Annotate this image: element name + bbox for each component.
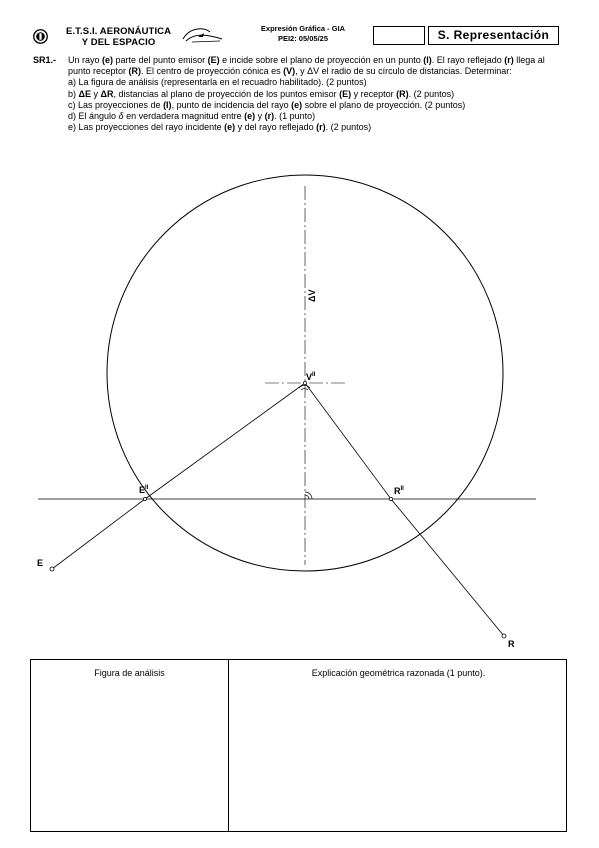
line-R2-to-R: [391, 499, 504, 636]
qb-text-1: b): [68, 88, 79, 99]
section-title: S. Representación: [428, 26, 559, 45]
intro-text-7: , y ΔV el radio de su círculo de distancias. Determinar:: [295, 66, 512, 77]
label-R2: [394, 486, 404, 496]
label-E2: [139, 485, 149, 495]
ray-r-ref: (r): [504, 55, 514, 65]
school-name-line-2: Y DEL ESPACIO: [81, 37, 156, 48]
question-a: a) La figura de análisis (representarla en el recuadro habilitado). (2 puntos): [68, 77, 367, 88]
qd-text-2: en verdadera magnitud entre: [123, 111, 245, 122]
intro-text-2: parte del punto emisor: [113, 55, 208, 65]
school-name-line-1: E.T.S.I. AERONÁUTICA: [66, 26, 172, 37]
explanation-box-title: Explicación geométrica razonada (1 punto).: [311, 668, 486, 678]
qe-text-1: e) Las proyecciones del rayo incidente: [68, 122, 225, 133]
right-angle-mark-inner: [305, 495, 309, 499]
label-R2-letter: R: [394, 486, 401, 496]
angle-mark-at-V-inner: [301, 389, 308, 390]
qc-text-2: , punto de incidencia del rayo: [171, 99, 292, 110]
answer-table: [30, 659, 567, 832]
qb-text-5: . (2 puntos): [408, 88, 455, 99]
point-R-ref: (R): [128, 66, 142, 77]
label-V2-letter: V: [306, 372, 313, 382]
qb-delta-R: ΔR: [100, 88, 114, 99]
exam-date: PEI2: 05/05/25: [277, 34, 329, 43]
line-E-to-E2: [52, 499, 145, 569]
qe-text-2: y del rayo reflejado: [235, 122, 317, 133]
point-E: [50, 567, 54, 571]
qd-text-1: d) El ángulo: [68, 111, 119, 122]
course-name: Expresión Gráfica - GIA: [260, 24, 346, 33]
qb-text-3: , distancias al plano de proyección de los puntos emisor: [113, 88, 340, 99]
qc-I-ref: (I): [163, 99, 172, 110]
label-R: R: [508, 639, 515, 649]
intro-text-5: llega al punto receptor: [68, 55, 545, 77]
point-R2: [389, 497, 392, 500]
qd-text-4: . (1 punto): [274, 111, 316, 122]
label-V2-sup: II: [312, 372, 316, 378]
label-R2-sup: II: [400, 486, 404, 492]
qd-e-ref: (e): [244, 111, 256, 122]
intro-text-6: . El centro de proyección cónica es: [141, 66, 284, 77]
qb-text-4: y receptor: [351, 88, 397, 99]
point-V-ref: (V): [283, 66, 296, 77]
line-V-to-E2: [145, 383, 305, 499]
point-I-ref: (I): [423, 55, 432, 65]
label-deltaV: ΔV: [307, 289, 317, 302]
answer-divider: [228, 660, 229, 831]
intro-text-4: . El rayo reflejado: [431, 55, 505, 65]
point-E2: [143, 497, 146, 500]
qb-text-2: y: [91, 88, 101, 99]
qc-e-ref: (e): [291, 99, 303, 110]
ray-e-ref: (e): [102, 55, 114, 65]
qe-e-ref: (e): [224, 122, 236, 133]
figure-box-title: Figura de análisis: [94, 668, 165, 678]
qc-text-1: c) Las proyecciones de: [68, 99, 164, 110]
right-angle-mark: [305, 492, 312, 499]
label-E2-sup: II: [145, 485, 149, 491]
label-E: E: [37, 558, 44, 568]
point-R: [502, 634, 506, 638]
qc-text-3: sobre el plano de proyección. (2 puntos): [302, 99, 466, 110]
point-E-ref: (E): [207, 55, 220, 65]
qe-text-3: . (2 puntos): [325, 122, 372, 133]
label-E2-letter: E: [139, 485, 146, 495]
qb-R-ref: (R): [396, 88, 409, 99]
qd-text-3: y: [255, 111, 265, 122]
intro-text-1: Un rayo: [68, 55, 103, 65]
line-V-to-R2: [305, 383, 391, 499]
qd-delta-symbol: δ: [118, 111, 124, 122]
qb-delta-E: ΔE: [78, 88, 91, 99]
qe-r-ref: (r): [316, 122, 326, 133]
label-V2: [306, 372, 316, 382]
qd-r-ref: (r): [264, 111, 275, 122]
qb-E-ref: (E): [339, 88, 352, 99]
intro-text-3: e incide sobre el plano de proyección en un punto: [219, 55, 424, 65]
problem-code: SR1.-: [33, 55, 57, 65]
